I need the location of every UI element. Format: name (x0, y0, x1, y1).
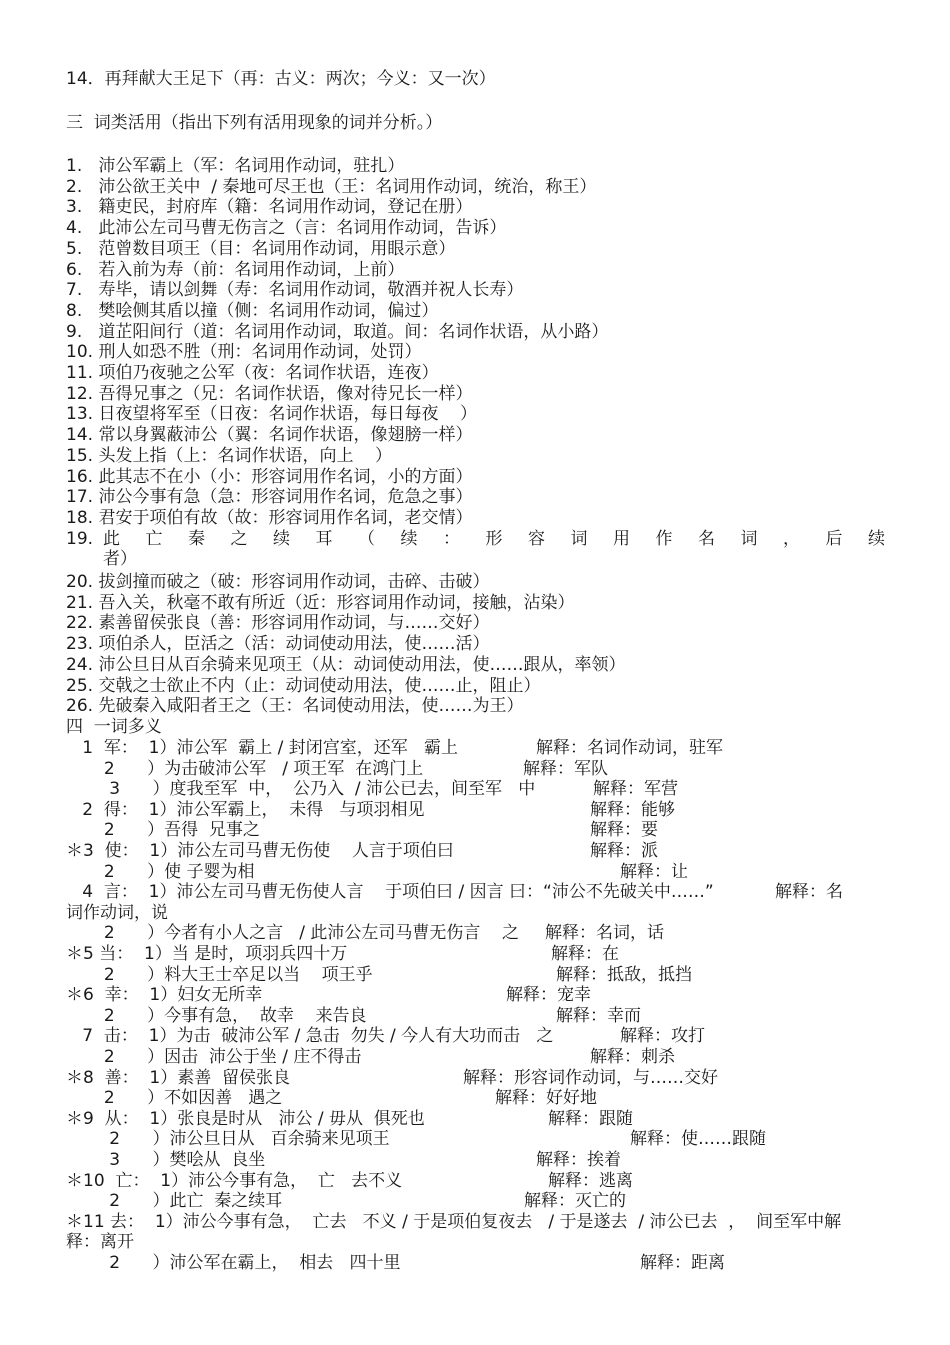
section3-item: 18. 君安于项伯有故（故：形容词用作名词，老交情） (66, 507, 473, 528)
entry-text: ＊11 去： 1）沛公今事有急， 亡去 不义 / 于是项伯复夜去 / 于是遂去 / 沛公已去 ， 间至军中解 (66, 1211, 842, 1232)
section3-item: 20. 拔剑撞而破之（破：形容词用作动词，击碎、击破） (66, 572, 490, 592)
entry-text: 3 ）樊哙从 良坐 (66, 1150, 266, 1170)
entry-text: 2 ）为击破沛公军 / 项王军 在鸿门上 (66, 758, 424, 779)
entry-explanation: 解释：使……跟随 (630, 1129, 766, 1150)
entry-text: 2 ）今者有小人之言 / 此沛公左司马曹无伤言 之 (66, 923, 520, 944)
entry-explanation: 解释：幸而 (556, 1005, 641, 1026)
entry-text: 2 得： 1）沛公军霸上， 未得 与项羽相见 (66, 799, 425, 820)
section3-item: 24. 沛公旦日从百余骑来见项王（从：动词使动用法，使……跟从，率领） (66, 654, 626, 675)
entry-text: 2 ）沛公旦日从 百余骑来见项王 (66, 1129, 390, 1150)
section3-item: 1. 沛公军霸上（军：名词用作动词，驻扎） (66, 156, 405, 176)
justified-char: 亡 (145, 528, 163, 549)
entry-text: 释：离开 (66, 1232, 134, 1253)
entry-text: 2 ）沛公军在霸上， 相去 四十里 (66, 1253, 401, 1273)
justified-char: 用 (613, 528, 630, 549)
justified-char: 容 (528, 528, 545, 549)
section3-item: 9. 道芷阳间行（道：名词用作动词，取道。间：名词作状语，从小路） (66, 321, 609, 342)
section3-item: 8. 樊哙侧其盾以撞（侧：名词用作动词，偏过） (66, 300, 439, 321)
justified-char: 之 (230, 528, 248, 549)
entry-explanation: 解释：让 (620, 861, 688, 882)
section3-item: 12. 吾得兄事之（兄：名词作状语，像对待兄长一样） (66, 383, 473, 404)
justified-char: 后 (825, 528, 843, 549)
section3-item: 13. 日夜望将军至（日夜：名词作状语，每日每夜 ） (66, 404, 478, 425)
section3-item: 6. 若入前为寿（前：名词用作动词，上前） (66, 259, 405, 280)
entry-text: ＊8 善： 1）素善 留侯张良 (66, 1067, 291, 1088)
section3-item: 11. 项伯乃夜驰之公军（夜：名词作状语，连夜） (66, 363, 439, 383)
entry-explanation: 解释：形容词作动词，与……交好 (463, 1067, 718, 1088)
justified-char: 形 (485, 528, 503, 549)
section3-item: 14. 常以身翼蔽沛公（翼：名词作状语，像翅膀一样） (66, 425, 473, 446)
justified-char: 作 (655, 528, 673, 549)
item-continuation: 者） (103, 548, 137, 569)
section3-item: 25. 交戟之士欲止不内（止：动词使动用法，使……止，阻止） (66, 675, 541, 696)
section4-heading: 四 一词多义 (66, 717, 162, 737)
entry-explanation: 解释：名词作动词，驻军 (536, 738, 723, 758)
entry-explanation: 解释：要 (590, 820, 658, 841)
entry-text: ＊10 亡： 1）沛公今事有急， 亡 去不义 (66, 1170, 403, 1191)
entry-explanation: 解释：灭亡的 (524, 1191, 626, 1212)
section3-item: 2. 沛公欲王关中 / 秦地可尽王也（王：名词用作动词，统治，称王） (66, 176, 597, 197)
entry-text: 2 ）使 子婴为相 (66, 861, 255, 882)
justified-char: 秦 (188, 528, 205, 549)
item-number: 19. (66, 528, 94, 549)
entry-text: 3 ）度我至军 中， 公乃入 / 沛公已去，间至军 中 (66, 779, 536, 800)
justified-char: 词 (570, 528, 588, 549)
justified-char: 词 (740, 528, 758, 549)
entry-explanation: 解释：刺杀 (590, 1047, 675, 1067)
entry-explanation: 解释：军营 (593, 779, 678, 800)
entry-explanation: 解释：跟随 (548, 1108, 633, 1129)
entry-explanation: 解释：在 (551, 944, 619, 964)
section3-item: 21. 吾入关，秋毫不敢有所近（近：形容词用作动词，接触，沾染） (66, 592, 575, 613)
entry-text: ＊5 当： 1）当 是时，项羽兵四十万 (66, 944, 348, 964)
entry-text: 2 ）因击 沛公于坐 / 庄不得击 (66, 1047, 362, 1067)
justified-char: 名 (698, 528, 715, 549)
justified-char: 耳 (315, 528, 333, 549)
entry-explanation: 解释：挨着 (536, 1150, 621, 1170)
justified-char: 续 (868, 528, 885, 549)
entry-explanation: 解释：逃离 (548, 1170, 633, 1191)
entry-text: 2 ）料大王士卒足以当 项王乎 (66, 964, 373, 985)
entry-text: ＊3 使： 1）沛公左司马曹无伤使 人言于项伯曰 (66, 841, 454, 861)
entry-text: 1 军： 1）沛公军 霸上 / 封闭宫室，还军 霸上 (66, 738, 459, 758)
entry-text: 2 ）不如因善 遇之 (66, 1088, 283, 1109)
entry-text: 2 ）吾得 兄事之 (66, 820, 260, 841)
section3-item: 23. 项伯杀人，臣活之（活：动词使动用法，使……活） (66, 634, 490, 655)
entry-explanation: 解释：名 (775, 882, 843, 903)
entry-text: 4 言： 1）沛公左司马曹无伤使人言 于项伯曰 / 因言 曰：“沛公不先破关中……” (66, 882, 714, 903)
section3-item: 26. 先破秦入咸阳者王之（王：名词使动用法，使……为王） (66, 696, 524, 717)
entry-text: 2 ）今事有急， 故幸 来告良 (66, 1005, 367, 1026)
entry-text: 2 ）此亡 秦之续耳 (66, 1191, 283, 1212)
section3-item: 5. 范曾数目项王（目：名词用作动词，用眼示意） (66, 238, 456, 259)
entry-explanation: 解释：宠幸 (506, 985, 591, 1006)
justified-char: （ (358, 528, 375, 549)
section3-item: 16. 此其志不在小（小：形容词用作名词，小的方面） (66, 466, 473, 487)
entry-explanation: 解释：抵敌，抵挡 (556, 964, 692, 985)
section3-item: 4. 此沛公左司马曹无伤言之（言：名词用作动词，告诉） (66, 218, 507, 239)
justified-char: ： (443, 528, 460, 549)
section3-item: 22. 素善留侯张良（善：形容词用作动词，与……交好） (66, 613, 490, 634)
section3-heading: 三 词类活用（指出下列有活用现象的词并分析。） (66, 113, 443, 133)
entry-explanation: 解释：距离 (640, 1253, 725, 1273)
entry-explanation: 解释：能够 (590, 799, 675, 820)
section3-item: 15. 头发上指（上：名词作状语，向上 ） (66, 445, 393, 466)
entry-text: ＊6 幸： 1）妇女无所幸 (66, 985, 263, 1006)
section3-item: 3. 籍吏民，封府库（籍：名词用作动词，登记在册） (66, 197, 473, 218)
entry-explanation: 解释：派 (590, 841, 658, 861)
justified-char: 续 (400, 528, 418, 549)
justified-char: 续 (273, 528, 290, 549)
entry-explanation: 解释：军队 (523, 758, 608, 779)
entry-text: ＊9 从： 1）张良是时从 沛公 / 毋从 俱死也 (66, 1108, 425, 1129)
entry-text: 词作动词，说 (66, 902, 168, 923)
justified-char: 此 (103, 528, 120, 549)
section3-item: 7. 寿毕，请以剑舞（寿：名词用作动词，敬酒并祝人长寿） (66, 280, 524, 301)
justified-char: ， (783, 528, 800, 549)
section3-item: 17. 沛公今事有急（急：形容词用作名词，危急之事） (66, 487, 473, 508)
top-line: 14．再拜献大王足下（再：古义：两次；今义：又一次） (66, 69, 496, 89)
entry-explanation: 解释：好好地 (495, 1088, 597, 1109)
entry-explanation: 解释：名词，话 (545, 923, 664, 944)
entry-explanation: 解释：攻打 (620, 1026, 705, 1047)
entry-text: 7 击： 1）为击 破沛公军 / 急击 勿失 / 今人有大功而击 之 (66, 1026, 554, 1047)
section3-item: 10. 刑人如恐不胜（刑：名词用作动词，处罚） (66, 342, 422, 363)
